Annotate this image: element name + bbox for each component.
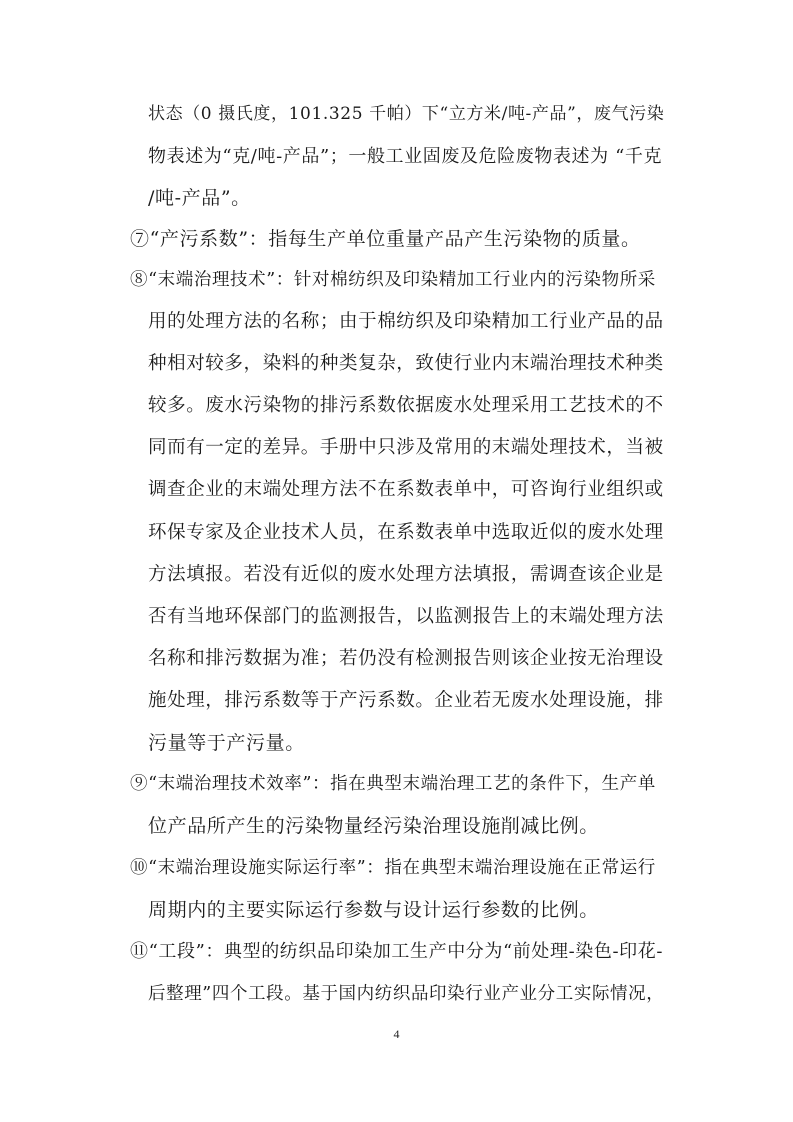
text-line: 种相对较多，染料的种类复杂，致使行业内末端治理技术种类 (148, 353, 664, 374)
list-item-10: ⑩“末端治理设施实际运行率”：指在典型末端治理设施在正常运行 (130, 858, 656, 878)
list-item-8: ⑧“末端治理技术”：针对棉纺织及印染精加工行业内的污染物所采 (130, 270, 656, 290)
text-line: 同而有一定的差异。手册中只涉及常用的末端处理技术，当被 (148, 437, 664, 458)
list-item-11: ⑪“工段”：典型的纺织品印染加工生产中分为“前处理-染色-印花- (130, 941, 664, 962)
text-line: 污量等于产污量。 (148, 732, 305, 754)
text-line: 后整理”四个工段。基于国内纺织品印染行业产业分工实际情况， (148, 984, 665, 1004)
text-line: 物表述为“克/吨-产品”；一般工业固废及危险废物表述为 “千克 (148, 146, 663, 167)
text-line: 周期内的主要实际运行参数与设计运行参数的比例。 (148, 899, 599, 921)
text-line: 环保专家及企业技术人员，在系数表单中选取近似的废水处理 (148, 522, 664, 543)
text-line: 施处理，排污系数等于产污系数。企业若无废水处理设施，排 (148, 690, 664, 711)
text-line: /吨-产品”。 (148, 187, 251, 209)
text-line: 较多。废水污染物的排污系数依据废水处理采用工艺技术的不 (148, 395, 664, 416)
list-item-7: ⑦“产污系数”：指每生产单位重量产品产生污染物的质量。 (130, 228, 641, 250)
text-line: 否有当地环保部门的监测报告，以监测报告上的末端处理方法 (148, 606, 664, 627)
text-line: 位产品所产生的污染物量经污染治理设施削减比例。 (148, 815, 599, 837)
text-line: 调查企业的末端处理方法不在系数表单中，可咨询行业组织或 (148, 479, 664, 500)
text-line: 状态（0 摄氏度，101.325 千帕）下“立方米/吨-产品”，废气污染 (148, 104, 665, 124)
list-item-9: ⑨“末端治理技术效率”：指在典型末端治理工艺的条件下，生产单 (130, 774, 656, 794)
text-line: 名称和排污数据为准；若仍没有检测报告则该企业按无治理设 (148, 648, 664, 669)
page-number: 4 (393, 1027, 400, 1041)
text-line: 方法填报。若没有近似的废水处理方法填报，需调查该企业是 (148, 564, 664, 585)
text-line: 用的处理方法的名称；由于棉纺织及印染精加工行业产品的品 (148, 311, 664, 332)
